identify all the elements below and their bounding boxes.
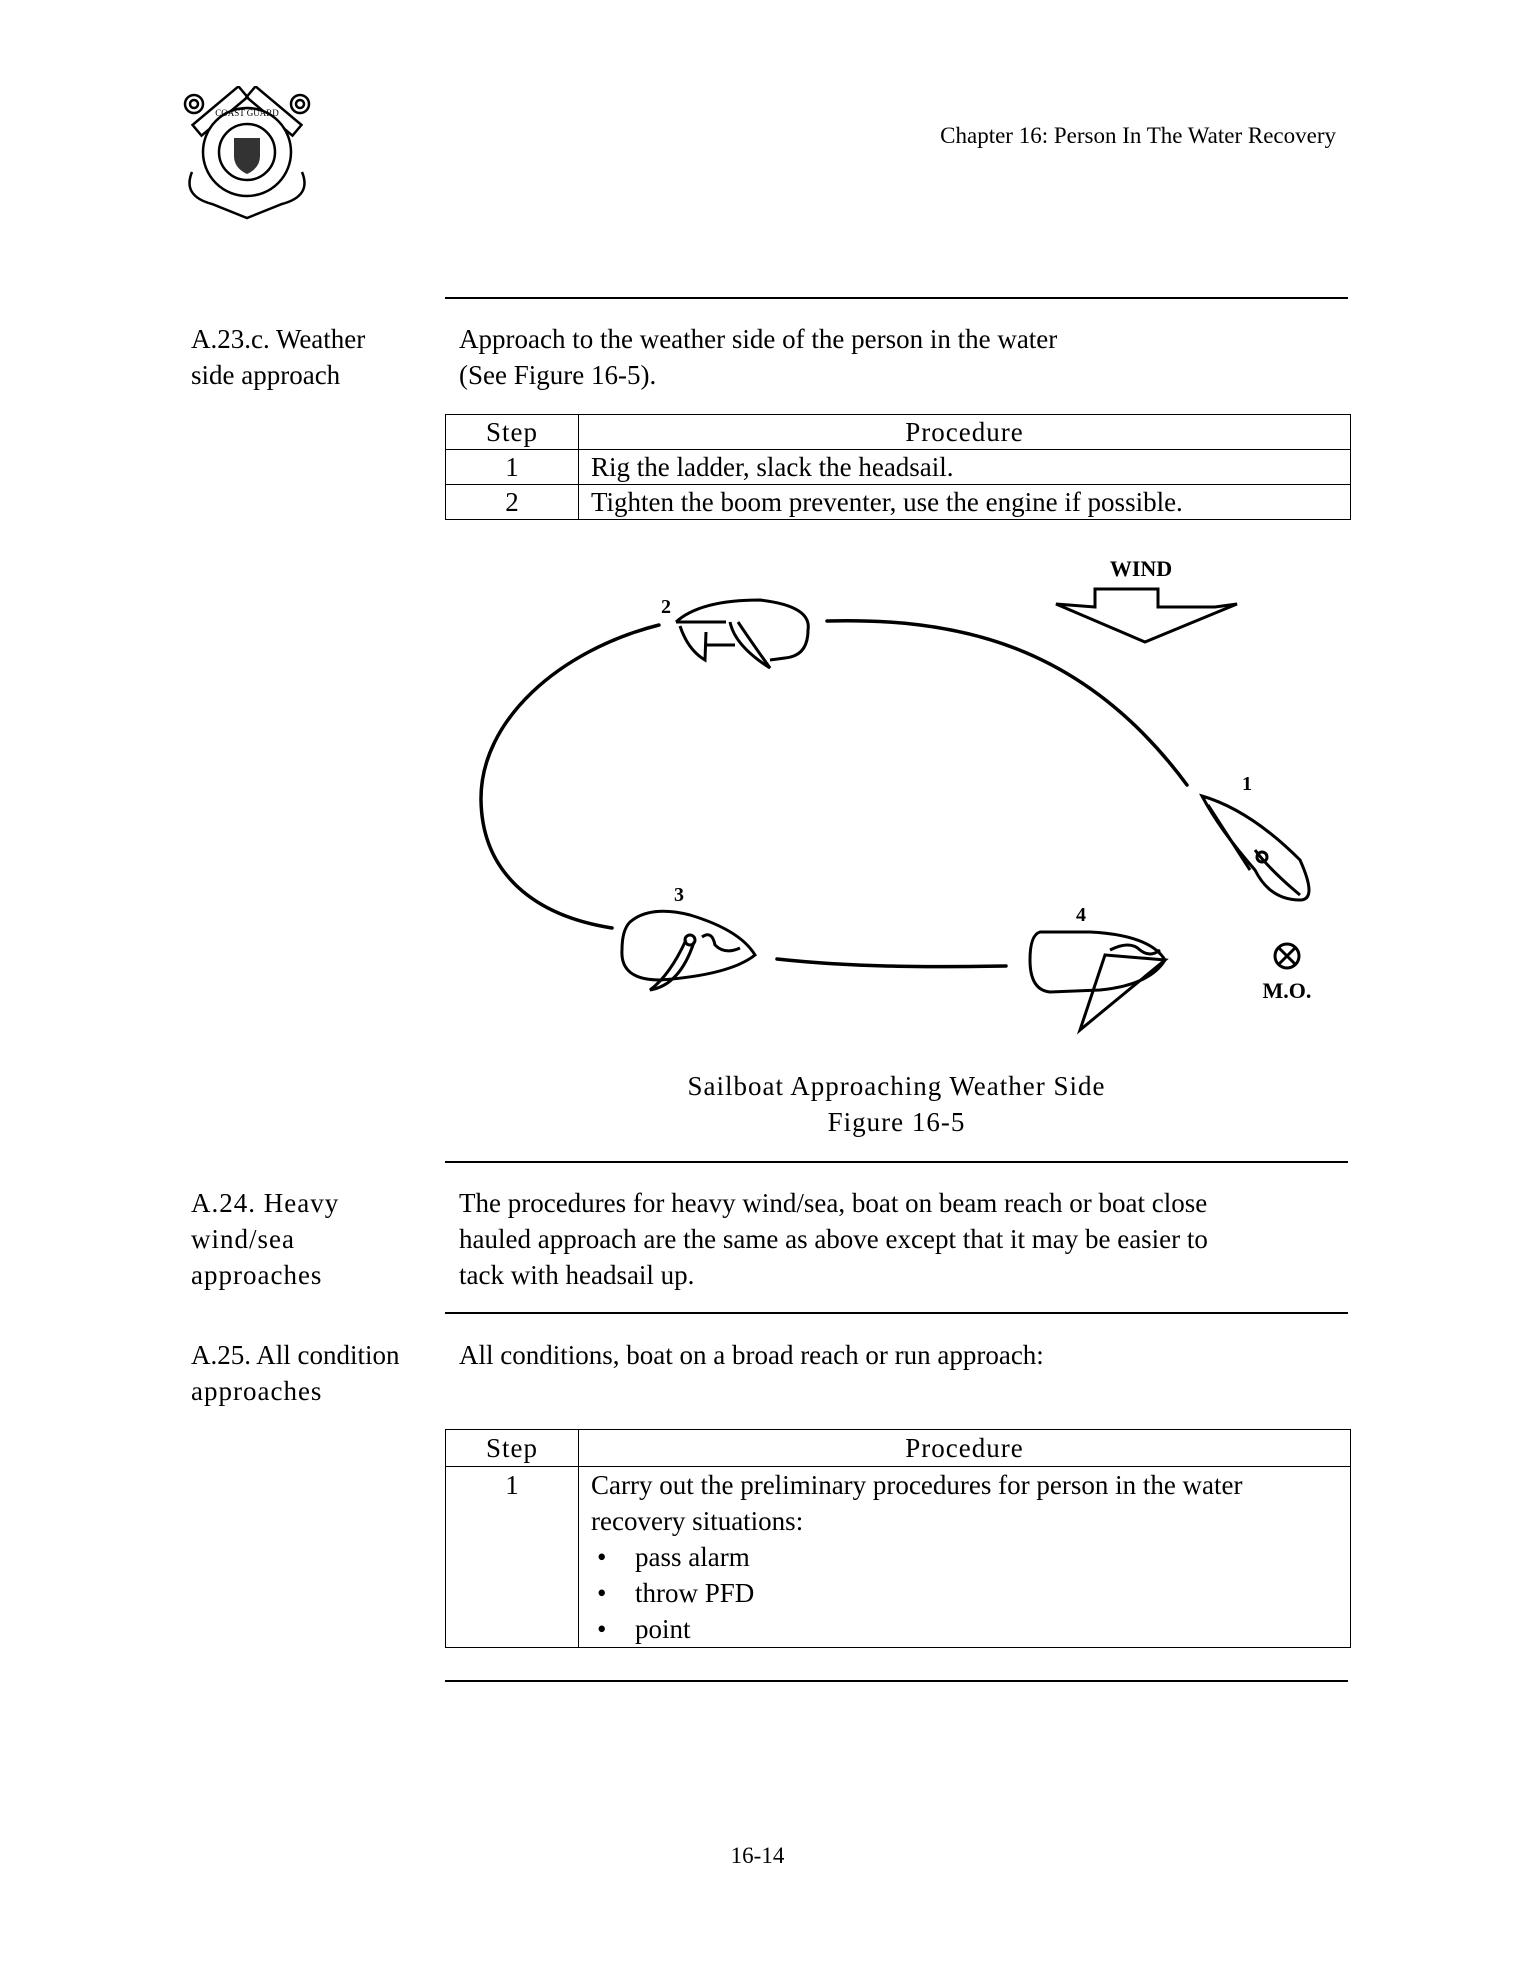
section-divider <box>445 1680 1348 1682</box>
step-cell: 1 <box>446 1467 579 1648</box>
label-line: A.25. All condition <box>191 1340 400 1370</box>
body-line: hauled approach are the same as above except that it may be easier to <box>459 1224 1208 1254</box>
chapter-title: Chapter 16: Person In The Water Recovery <box>940 123 1336 148</box>
body-line: All conditions, boat on a broad reach or run approach: <box>459 1340 1044 1370</box>
bullet-item: • point <box>591 1611 1338 1647</box>
bullet-list <box>591 1539 1338 1647</box>
step-cell: 1 <box>446 450 579 485</box>
body-line: Approach to the weather side of the person in the water <box>459 324 1058 354</box>
header-procedure: Procedure <box>579 1430 1351 1467</box>
header-step: Step <box>446 1430 579 1467</box>
procedure-cell: Rig the ladder, slack the headsail. <box>579 450 1351 485</box>
body-line: tack with headsail up. <box>459 1260 695 1290</box>
figure-caption <box>445 1068 1348 1140</box>
course-path-to-1 <box>827 621 1187 785</box>
bullet-item: • throw PFD <box>591 1575 1338 1611</box>
position-label-3: 3 <box>674 884 684 906</box>
position-label-1: 1 <box>1242 773 1252 795</box>
header-procedure: Procedure <box>579 415 1351 450</box>
procedure-table-a25 <box>445 1429 1351 1648</box>
figure-caption-title: Sailboat Approaching Weather Side <box>687 1071 1106 1101</box>
man-overboard-marker-icon <box>1275 944 1299 968</box>
section-label-a24 <box>191 1185 339 1293</box>
procedure-line: Carry out the preliminary procedures for person in the water <box>591 1470 1243 1500</box>
wind-label: WIND <box>1109 556 1173 581</box>
svg-text:COAST GUARD: COAST GUARD <box>215 108 279 118</box>
label-line: approaches <box>191 1260 323 1290</box>
body-line: (See Figure 16-5). <box>459 360 657 390</box>
section-body-a24 <box>459 1185 1208 1293</box>
page-number: 16-14 <box>730 1843 785 1868</box>
label-line: A.23.c. Weather <box>191 324 366 354</box>
procedure-cell: Tighten the boom preventer, use the engine if possible. <box>579 485 1351 520</box>
boat-2-icon <box>676 600 808 668</box>
figure-caption-number: Figure 16-5 <box>827 1107 966 1137</box>
position-label-2: 2 <box>661 596 671 618</box>
course-path-2-to-3 <box>481 625 659 928</box>
body-line: The procedures for heavy wind/sea, boat on beam reach or boat close <box>459 1188 1208 1218</box>
bullet-item: • pass alarm <box>591 1539 1338 1575</box>
step-cell: 2 <box>446 485 579 520</box>
procedure-cell <box>579 1467 1351 1648</box>
boat-1-icon <box>1202 796 1309 900</box>
mob-label: M.O. <box>1262 978 1312 1003</box>
section-divider <box>445 1312 1348 1314</box>
boat-4-icon <box>1030 932 1165 1030</box>
header-step: Step <box>446 415 579 450</box>
label-line: wind/sea <box>191 1224 295 1254</box>
procedure-line: recovery situations: <box>591 1506 804 1536</box>
table-row <box>446 1467 1351 1648</box>
boat-3-icon <box>622 911 755 990</box>
section-label-a25 <box>191 1337 400 1409</box>
section-divider <box>445 1161 1348 1163</box>
wind-arrow-icon <box>1056 589 1237 642</box>
table-header-row <box>446 1430 1351 1467</box>
label-line: A.24. Heavy <box>191 1188 340 1218</box>
label-line: side approach <box>191 360 341 390</box>
label-line: approaches <box>191 1376 323 1406</box>
course-path-3-to-4 <box>777 959 1006 967</box>
section-body-a25 <box>459 1337 1044 1373</box>
position-label-4: 4 <box>1076 904 1086 926</box>
